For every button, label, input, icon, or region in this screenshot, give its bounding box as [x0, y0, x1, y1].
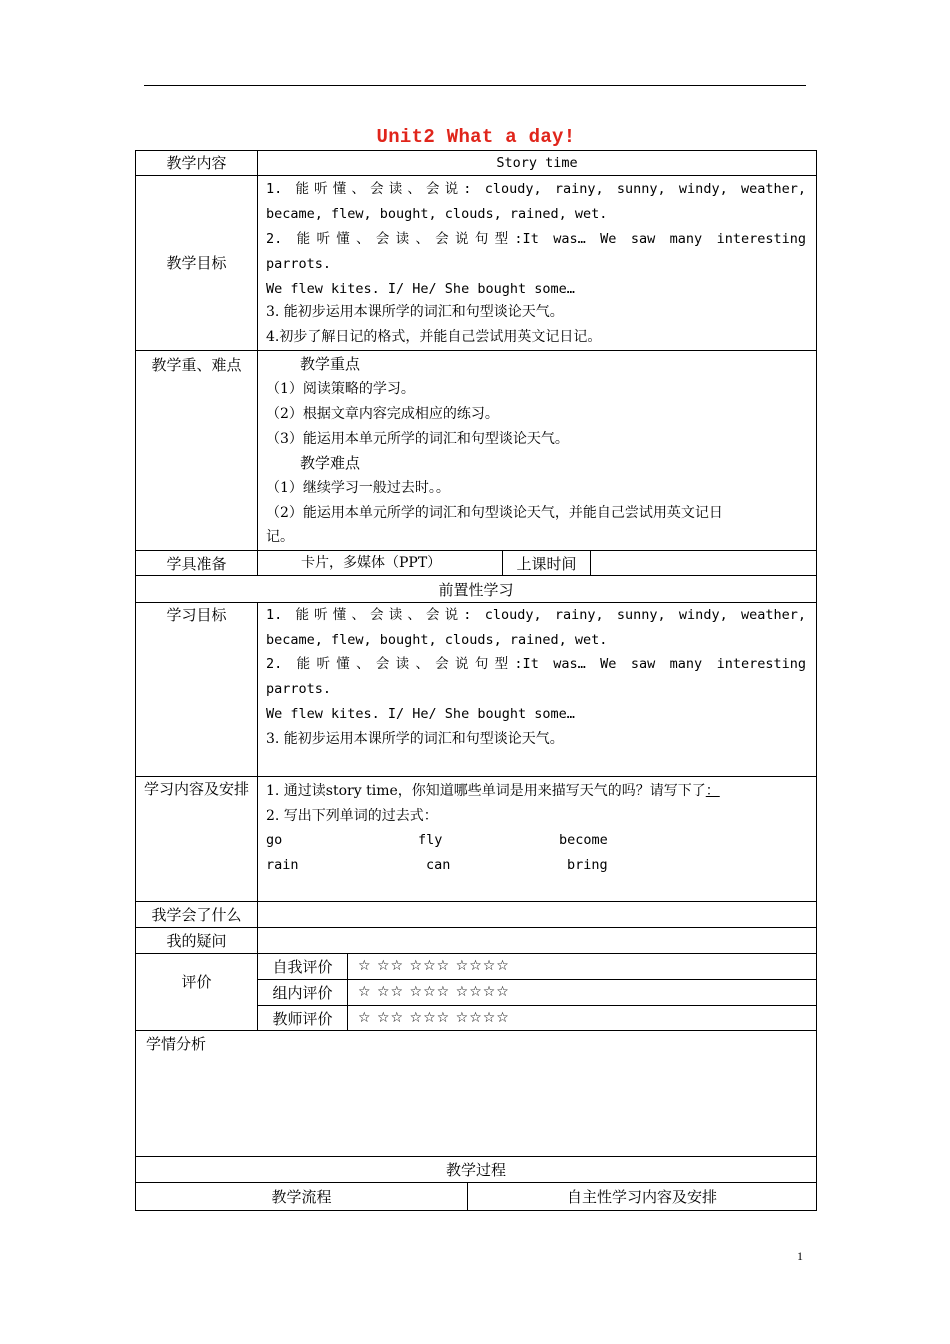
keypoint-line-6: 记。 — [266, 529, 294, 545]
keypoints-label: 教学重、难点 — [151, 356, 242, 374]
study-goals-label: 学习目标 — [166, 606, 227, 624]
word-fly: fly — [418, 832, 443, 848]
eval-self-label-cell — [257, 953, 348, 980]
eval-self-label: 自我评价 — [272, 958, 333, 976]
learned-label: 我学会了什么 — [151, 906, 242, 924]
goal-line-3: 2. 能听懂、会读、会说句型:It was… We saw many interesting — [266, 231, 806, 247]
goal-line-4: parrots. — [266, 256, 332, 272]
eval-teacher-stars-cell — [347, 1005, 817, 1031]
study-goals-label-cell — [135, 602, 258, 777]
process-col1-cell — [135, 1182, 468, 1211]
content-value-cell — [257, 150, 817, 176]
study-goals-cell — [257, 602, 817, 777]
word-bring: bring — [567, 857, 608, 873]
keypoint-line-3: （3）能运用本单元所学的词汇和句型谈论天气。 — [266, 431, 569, 447]
learned-value-cell — [257, 901, 817, 928]
content-value: Story time — [496, 155, 578, 171]
content-label: 教学内容 — [166, 154, 227, 172]
keypoint-line-4: （1）继续学习一般过去时。。 — [266, 480, 450, 496]
process-header: 教学过程 — [445, 1161, 506, 1179]
goal-line-7: 4.初步了解日记的格式，并能自己尝试用英文记日记。 — [266, 329, 602, 345]
word-go: go — [266, 832, 283, 848]
study-question-2: 2. 写出下列单词的过去式： — [266, 808, 438, 824]
tools-value-cell — [257, 550, 503, 576]
keypoint-line-5: （2）能运用本单元所学的词汇和句型谈论天气，并能自己尝试用英文记日 — [266, 505, 723, 521]
questions-label-cell — [135, 927, 258, 954]
keypoint-heading-2: 教学难点 — [300, 454, 361, 472]
goal-line-1: 1. 能听懂、会读、会说: cloudy, rainy, sunny, windy, weather, — [266, 181, 806, 197]
eval-label: 评价 — [181, 973, 212, 991]
goal-line-5: We flew kites. I/ He/ She bought some… — [266, 281, 575, 297]
goal-line-6: 3. 能初步运用本课所学的词汇和句型谈论天气。 — [266, 304, 564, 320]
eval-label-cell — [135, 953, 258, 1031]
questions-label: 我的疑问 — [166, 932, 227, 950]
keypoint-heading-1: 教学重点 — [300, 355, 361, 373]
tools-value: 卡片，多媒体（PPT） — [301, 555, 442, 571]
time-label-cell — [502, 550, 591, 576]
keypoint-line-1: （1）阅读策略的学习。 — [266, 381, 415, 397]
keypoints-cell — [257, 350, 817, 551]
goal-line-2: became, flew, bought, clouds, rained, wet. — [266, 206, 608, 222]
process-col2-cell — [467, 1182, 817, 1211]
eval-teacher-label-cell — [257, 1005, 348, 1031]
keypoints-label-cell — [135, 350, 258, 551]
eval-self-stars-cell — [347, 953, 817, 980]
preview-header: 前置性学习 — [438, 580, 514, 599]
time-label: 上课时间 — [516, 554, 577, 573]
process-header-cell — [135, 1156, 817, 1183]
study-content-label: 学习内容及安排 — [144, 780, 250, 798]
goals-cell — [257, 175, 817, 351]
study-goal-line-2: became, flew, bought, clouds, rained, wet. — [266, 632, 608, 648]
study-goal-line-1: 1. 能听懂、会读、会说: cloudy, rainy, sunny, windy, weather, — [266, 607, 806, 623]
eval-group-label: 组内评价 — [272, 984, 333, 1002]
tools-label-cell — [135, 550, 258, 576]
eval-self-stars: ☆ ☆☆ ☆☆☆ ☆☆☆☆ — [358, 958, 510, 974]
eval-teacher-stars: ☆ ☆☆ ☆☆☆ ☆☆☆☆ — [358, 1010, 510, 1026]
keypoint-line-2: （2）根据文章内容完成相应的练习。 — [266, 406, 499, 422]
study-goal-line-4: parrots. — [266, 681, 332, 697]
questions-value-cell — [257, 927, 817, 954]
eval-group-stars-cell — [347, 979, 817, 1006]
time-value-cell — [590, 550, 817, 576]
content-label-cell — [135, 150, 258, 176]
preview-header-cell — [135, 575, 817, 603]
tools-label: 学具准备 — [166, 554, 227, 573]
process-col1: 教学流程 — [271, 1188, 332, 1206]
study-goal-line-5: We flew kites. I/ He/ She bought some… — [266, 706, 575, 722]
eval-teacher-label: 教师评价 — [272, 1009, 333, 1028]
learned-label-cell — [135, 901, 258, 928]
word-can: can — [426, 857, 451, 873]
eval-group-stars: ☆ ☆☆ ☆☆☆ ☆☆☆☆ — [358, 984, 510, 1000]
study-content-label-cell — [135, 776, 258, 902]
process-col2: 自主性学习内容及安排 — [566, 1188, 717, 1206]
page-number: 1 — [797, 1249, 803, 1263]
analysis-cell — [135, 1030, 817, 1157]
study-goal-line-3: 2. 能听懂、会读、会说句型:It was… We saw many interesting — [266, 656, 806, 672]
document-title: Unit2 What a day! — [376, 126, 576, 148]
study-question-1 — [266, 779, 720, 804]
goals-label: 教学目标 — [166, 253, 227, 272]
study-goal-line-6: 3. 能初步运用本课所学的词汇和句型谈论天气。 — [266, 731, 564, 747]
goals-label-cell — [135, 175, 258, 351]
word-become: become — [559, 832, 608, 848]
study-question-1-blank: ： — [705, 783, 720, 799]
study-content-cell — [257, 776, 817, 902]
eval-group-label-cell — [257, 979, 348, 1006]
word-rain: rain — [266, 857, 299, 873]
header-rule — [144, 85, 806, 86]
study-question-1-text: 1. 通过读story time，你知道哪些单词是用来描写天气的吗？请写下了 — [266, 783, 706, 799]
analysis-label: 学情分析 — [146, 1035, 207, 1053]
